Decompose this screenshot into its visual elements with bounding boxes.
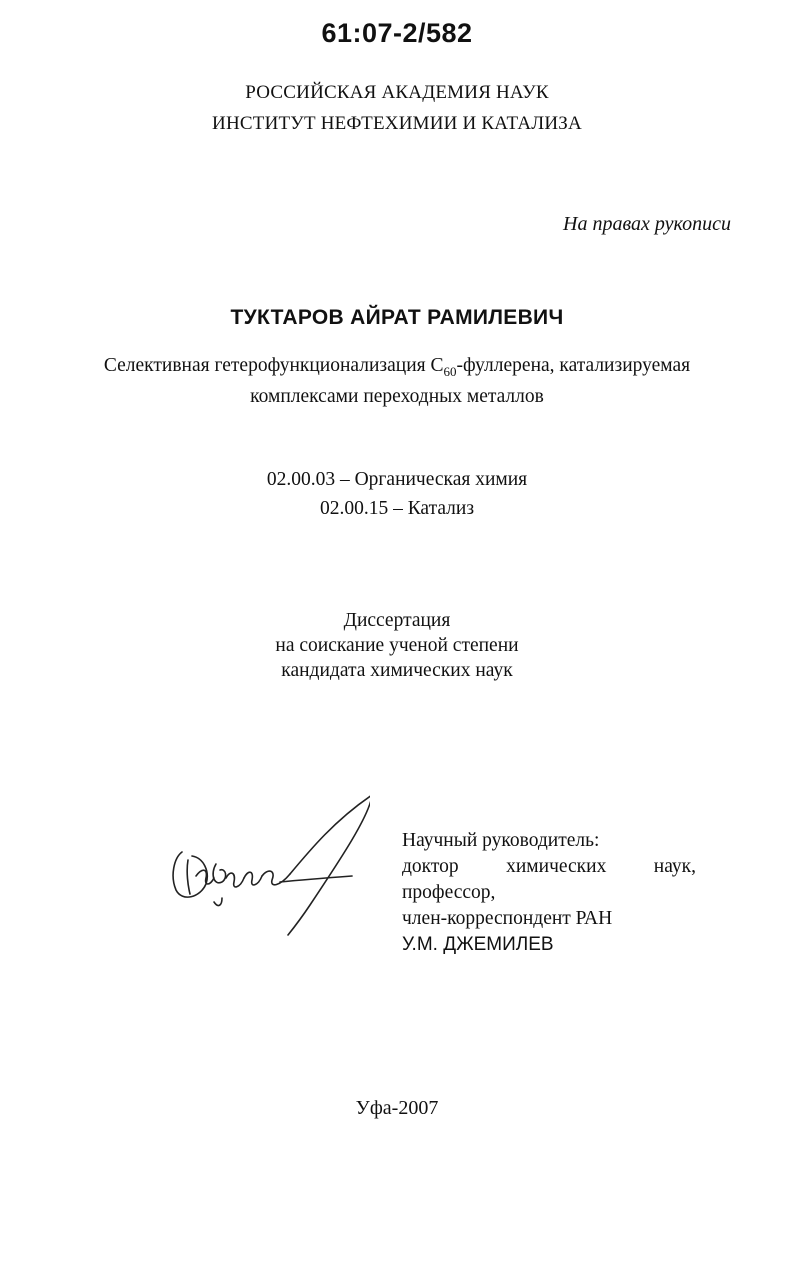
specialty-2: 02.00.15 – Катализ [319,498,475,519]
author-name: ТУКТАРОВ АЙРАТ РАМИЛЕВИЧ [230,306,564,329]
title-part-2: -фуллерена, катализируемая [456,355,691,376]
manuscript-rights-note: На правах рукописи [563,213,731,235]
specialty-1: 02.00.03 – Органическая химия [266,469,528,490]
title-subscript: 60 [443,363,457,379]
dissertation-label: Диссертация [343,610,451,631]
advisor-rank: член-корреспондент РАН [402,908,613,929]
title-line-2: комплексами переходных металлов [250,385,544,407]
advisor-label: Научный руководитель: [402,830,600,851]
handwritten-signature [160,790,370,940]
dissertation-title [0,353,794,409]
degree-line-2: кандидата химических наук [281,660,513,681]
advisor-title: профессор, [402,882,496,903]
catalog-number: 61:07-2/582 [321,18,473,48]
scientific-advisor-block [402,828,696,958]
city-year: Уфа-2007 [355,1097,439,1119]
advisor-name: У.М. ДЖЕМИЛЕВ [402,934,554,955]
advisor-degree: доктор химических наук, [402,856,696,877]
title-line-1 [0,353,794,384]
degree-line-1: на соискание ученой степени [275,635,519,656]
organization-line-2: ИНСТИТУТ НЕФТЕХИМИИ И КАТАЛИЗА [212,113,582,134]
organization-line-1: РОССИЙСКАЯ АКАДЕМИЯ НАУК [245,82,549,103]
dissertation-degree-block [0,608,794,683]
title-part-1: Селективная гетерофункционализация C [103,355,444,376]
